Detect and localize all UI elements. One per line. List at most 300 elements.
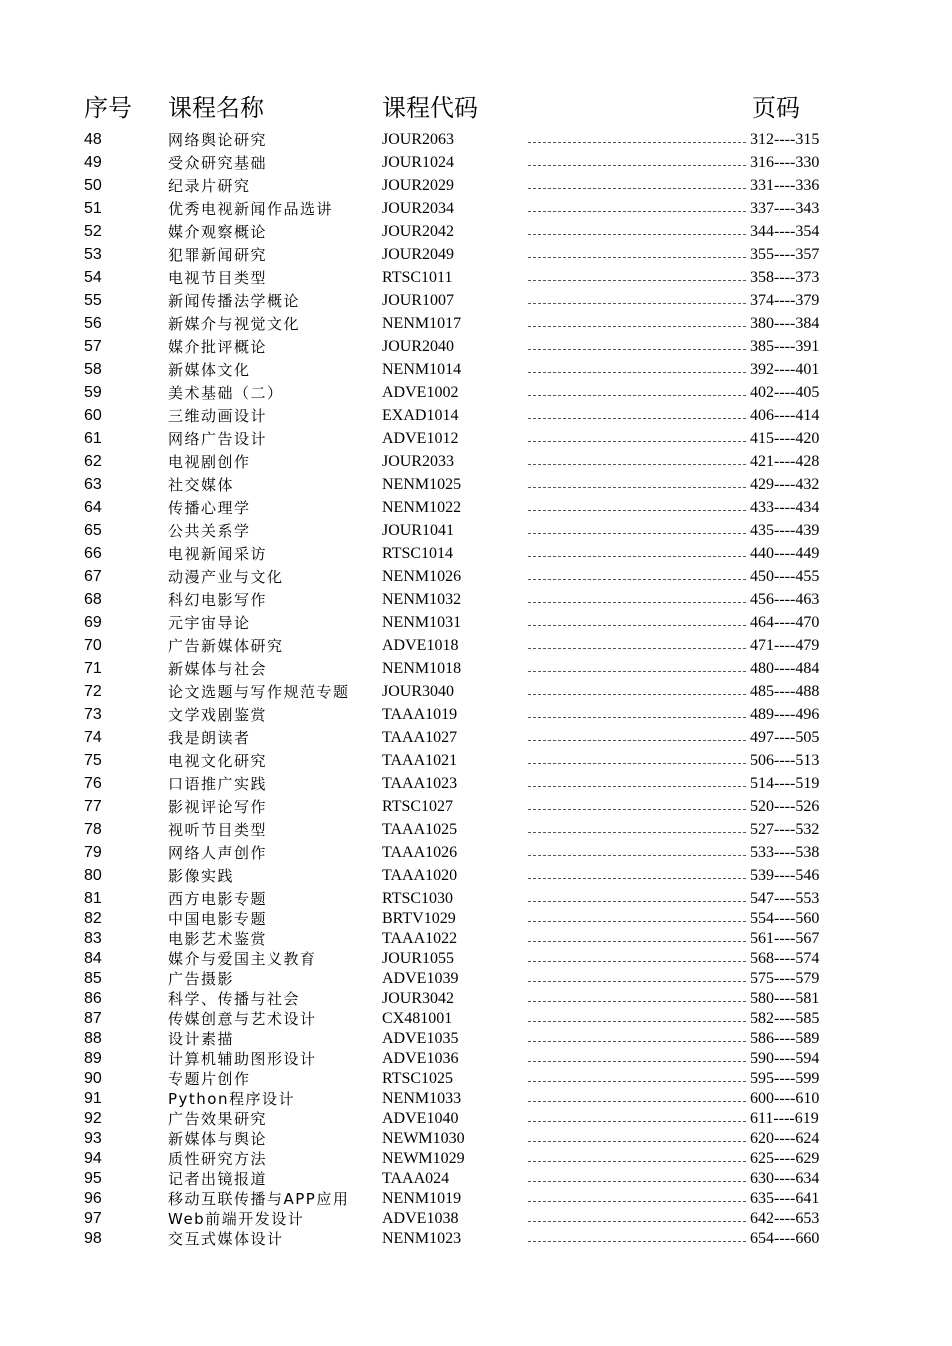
row-number: 66 — [84, 545, 102, 562]
course-code: NENM1032 — [382, 591, 462, 608]
course-code: EXAD1014 — [382, 407, 459, 424]
course-code: TAAA1027 — [382, 729, 458, 746]
course-name: 电视文化研究 — [168, 752, 268, 770]
page-range: 520----526 — [750, 798, 820, 815]
toc-row — [0, 337, 952, 360]
toc-row — [0, 176, 952, 199]
toc-row — [0, 360, 952, 383]
course-name: 科幻电影写作 — [168, 591, 268, 609]
column-header-course-code: 课程代码 — [382, 94, 478, 122]
dot-leader — [528, 989, 746, 1002]
row-number: 67 — [84, 568, 102, 585]
course-code: ADVE1002 — [382, 384, 459, 401]
toc-row — [0, 1029, 952, 1049]
course-name: 广告摄影 — [168, 970, 235, 988]
page-range: 337----343 — [750, 200, 820, 217]
course-name: 科学、传播与社会 — [168, 990, 301, 1008]
course-name: 电视节目类型 — [168, 269, 268, 287]
toc-row — [0, 1189, 952, 1209]
page-range: 450----455 — [750, 568, 820, 585]
course-code: JOUR1024 — [382, 154, 455, 171]
toc-row — [0, 636, 952, 659]
page-range: 506----513 — [750, 752, 820, 769]
course-name: 网络人声创作 — [168, 844, 268, 862]
dot-leader — [528, 130, 746, 143]
toc-row — [0, 1069, 952, 1089]
page-range: 539----546 — [750, 867, 820, 884]
course-code: TAAA1026 — [382, 844, 458, 861]
course-name: 影像实践 — [168, 867, 235, 885]
page-range: 331----336 — [750, 177, 820, 194]
course-name: 广告新媒体研究 — [168, 637, 284, 655]
page-range: 385----391 — [750, 338, 820, 355]
course-name: 三维动画设计 — [168, 407, 268, 425]
course-code: JOUR1055 — [382, 950, 455, 967]
page-range: 440----449 — [750, 545, 820, 562]
toc-row — [0, 866, 952, 889]
page-range: 568----574 — [750, 950, 820, 967]
row-number: 68 — [84, 591, 102, 608]
page-range: 374----379 — [750, 292, 820, 309]
course-name: 计算机辅助图形设计 — [168, 1050, 317, 1068]
toc-row — [0, 153, 952, 176]
page-range: 654----660 — [750, 1230, 820, 1247]
row-number: 95 — [84, 1170, 102, 1187]
row-number: 84 — [84, 950, 102, 967]
toc-row — [0, 613, 952, 636]
row-number: 87 — [84, 1010, 102, 1027]
course-name: 中国电影专题 — [168, 910, 268, 928]
page-range: 312----315 — [750, 131, 820, 148]
dot-leader — [528, 590, 746, 603]
course-name: 媒介批评概论 — [168, 338, 268, 356]
dot-leader — [528, 429, 746, 442]
row-number: 55 — [84, 292, 102, 309]
course-code: JOUR2040 — [382, 338, 455, 355]
toc-row — [0, 475, 952, 498]
toc-row — [0, 452, 952, 475]
dot-leader — [528, 1129, 746, 1142]
row-number: 73 — [84, 706, 102, 723]
page-range: 561----567 — [750, 930, 820, 947]
row-number: 70 — [84, 637, 102, 654]
row-number: 94 — [84, 1150, 102, 1167]
course-code: JOUR1007 — [382, 292, 455, 309]
dot-leader — [528, 866, 746, 879]
dot-leader — [528, 521, 746, 534]
course-code: ADVE1038 — [382, 1210, 459, 1227]
dot-leader — [528, 337, 746, 350]
page-range: 586----589 — [750, 1030, 820, 1047]
course-name: 受众研究基础 — [168, 154, 268, 172]
page-range: 358----373 — [750, 269, 820, 286]
toc-row — [0, 682, 952, 705]
dot-leader — [528, 544, 746, 557]
course-code: JOUR2034 — [382, 200, 455, 217]
course-code: ADVE1039 — [382, 970, 459, 987]
toc-row — [0, 406, 952, 429]
course-name: 记者出镜报道 — [168, 1170, 268, 1188]
dot-leader — [528, 475, 746, 488]
course-code: JOUR2042 — [382, 223, 455, 240]
toc-row — [0, 498, 952, 521]
row-number: 59 — [84, 384, 102, 401]
course-code: CX481001 — [382, 1010, 453, 1027]
page-range: 582----585 — [750, 1010, 820, 1027]
page-range: 635----641 — [750, 1190, 820, 1207]
toc-row — [0, 1149, 952, 1169]
toc-row — [0, 314, 952, 337]
course-name: 西方电影专题 — [168, 890, 268, 908]
course-name: 我是朗读者 — [168, 729, 251, 747]
row-number: 92 — [84, 1110, 102, 1127]
course-code: RTSC1025 — [382, 1070, 454, 1087]
course-name: 文学戏剧鉴赏 — [168, 706, 268, 724]
row-number: 86 — [84, 990, 102, 1007]
course-code: JOUR2033 — [382, 453, 455, 470]
row-number: 57 — [84, 338, 102, 355]
row-number: 51 — [84, 200, 102, 217]
page-range: 456----463 — [750, 591, 820, 608]
course-code: NENM1017 — [382, 315, 462, 332]
page-range: 611----619 — [750, 1110, 819, 1127]
course-code: TAAA1025 — [382, 821, 458, 838]
page-range: 489----496 — [750, 706, 820, 723]
toc-row — [0, 820, 952, 843]
course-name: 传媒创意与艺术设计 — [168, 1010, 317, 1028]
row-number: 89 — [84, 1050, 102, 1067]
course-code: RTSC1014 — [382, 545, 454, 562]
toc-row — [0, 1049, 952, 1069]
toc-row — [0, 1109, 952, 1129]
course-name: Python程序设计 — [168, 1090, 295, 1108]
dot-leader — [528, 820, 746, 833]
course-name: 网络广告设计 — [168, 430, 268, 448]
page-range: 402----405 — [750, 384, 820, 401]
page-range: 406----414 — [750, 407, 820, 424]
dot-leader — [528, 889, 746, 902]
course-name: 交互式媒体设计 — [168, 1230, 284, 1248]
course-code: ADVE1036 — [382, 1050, 459, 1067]
course-name: 质性研究方法 — [168, 1150, 268, 1168]
row-number: 72 — [84, 683, 102, 700]
toc-row — [0, 222, 952, 245]
course-name: 电影艺术鉴赏 — [168, 930, 268, 948]
dot-leader — [528, 1009, 746, 1022]
course-code: JOUR3040 — [382, 683, 455, 700]
course-code: NENM1033 — [382, 1090, 462, 1107]
page-range: 630----634 — [750, 1170, 820, 1187]
course-name: 美术基础（二） — [168, 384, 284, 402]
course-name: 视听节目类型 — [168, 821, 268, 839]
course-name: 新媒体文化 — [168, 361, 251, 379]
page-range: 527----532 — [750, 821, 820, 838]
toc-row — [0, 590, 952, 613]
toc-row — [0, 705, 952, 728]
row-number: 88 — [84, 1030, 102, 1047]
row-number: 77 — [84, 798, 102, 815]
row-number: 83 — [84, 930, 102, 947]
dot-leader — [528, 452, 746, 465]
course-code: TAAA1023 — [382, 775, 458, 792]
page-range: 421----428 — [750, 453, 820, 470]
toc-row — [0, 989, 952, 1009]
row-number: 76 — [84, 775, 102, 792]
course-name: 传播心理学 — [168, 499, 251, 517]
toc-row — [0, 544, 952, 567]
page-range: 595----599 — [750, 1070, 820, 1087]
page-range: 580----581 — [750, 990, 820, 1007]
course-name: 新媒体与社会 — [168, 660, 268, 678]
course-code: TAAA1021 — [382, 752, 458, 769]
row-number: 81 — [84, 890, 102, 907]
dot-leader — [528, 797, 746, 810]
course-name: 社交媒体 — [168, 476, 235, 494]
row-number: 60 — [84, 407, 102, 424]
dot-leader — [528, 1109, 746, 1122]
course-code: TAAA1019 — [382, 706, 458, 723]
dot-leader — [528, 774, 746, 787]
page-range: 316----330 — [750, 154, 820, 171]
toc-row — [0, 949, 952, 969]
dot-leader — [528, 728, 746, 741]
page-range: 464----470 — [750, 614, 820, 631]
toc-row — [0, 521, 952, 544]
dot-leader — [528, 1149, 746, 1162]
course-name: 新媒介与视觉文化 — [168, 315, 301, 333]
toc-row — [0, 728, 952, 751]
course-name: 优秀电视新闻作品选讲 — [168, 200, 334, 218]
dot-leader — [528, 314, 746, 327]
toc-row — [0, 659, 952, 682]
page-range: 620----624 — [750, 1130, 820, 1147]
page-range: 497----505 — [750, 729, 820, 746]
dot-leader — [528, 969, 746, 982]
toc-row — [0, 199, 952, 222]
course-code: JOUR2049 — [382, 246, 455, 263]
toc-row — [0, 1129, 952, 1149]
dot-leader — [528, 245, 746, 258]
course-name: 元宇宙导论 — [168, 614, 251, 632]
row-number: 74 — [84, 729, 102, 746]
row-number: 79 — [84, 844, 102, 861]
course-name: 电视剧创作 — [168, 453, 251, 471]
course-code: TAAA024 — [382, 1170, 450, 1187]
row-number: 96 — [84, 1190, 102, 1207]
dot-leader — [528, 909, 746, 922]
course-code: NEWM1030 — [382, 1130, 465, 1147]
row-number: 85 — [84, 970, 102, 987]
row-number: 98 — [84, 1230, 102, 1247]
dot-leader — [528, 406, 746, 419]
dot-leader — [528, 360, 746, 373]
row-number: 56 — [84, 315, 102, 332]
page-range: 471----479 — [750, 637, 820, 654]
row-number: 61 — [84, 430, 102, 447]
toc-row — [0, 969, 952, 989]
toc-row — [0, 797, 952, 820]
course-name: 犯罪新闻研究 — [168, 246, 268, 264]
toc-row — [0, 245, 952, 268]
row-number: 54 — [84, 269, 102, 286]
dot-leader — [528, 1049, 746, 1062]
course-name: 纪录片研究 — [168, 177, 251, 195]
column-header-number: 序号 — [84, 94, 132, 122]
dot-leader — [528, 383, 746, 396]
course-name: 专题片创作 — [168, 1070, 251, 1088]
course-code: TAAA1022 — [382, 930, 458, 947]
course-name: 广告效果研究 — [168, 1110, 268, 1128]
course-code: TAAA1020 — [382, 867, 458, 884]
dot-leader — [528, 1229, 746, 1242]
toc-row — [0, 268, 952, 291]
course-name: 论文选题与写作规范专题 — [168, 683, 350, 701]
dot-leader — [528, 498, 746, 511]
course-name: 移动互联传播与APP应用 — [168, 1190, 350, 1208]
course-code: NENM1019 — [382, 1190, 462, 1207]
toc-row — [0, 929, 952, 949]
course-code: NENM1022 — [382, 499, 462, 516]
course-name: 设计素描 — [168, 1030, 235, 1048]
page-range: 514----519 — [750, 775, 820, 792]
course-name: Web前端开发设计 — [168, 1210, 305, 1228]
page-range: 575----579 — [750, 970, 820, 987]
dot-leader — [528, 636, 746, 649]
page-range: 355----357 — [750, 246, 820, 263]
page-range: 433----434 — [750, 499, 820, 516]
toc-row — [0, 429, 952, 452]
page-range: 429----432 — [750, 476, 820, 493]
row-number: 48 — [84, 131, 102, 148]
dot-leader — [528, 222, 746, 235]
course-name: 媒介与爱国主义教育 — [168, 950, 317, 968]
page-range: 485----488 — [750, 683, 820, 700]
dot-leader — [528, 567, 746, 580]
page-range: 415----420 — [750, 430, 820, 447]
dot-leader — [528, 1089, 746, 1102]
course-code: NENM1025 — [382, 476, 462, 493]
course-code: NEWM1029 — [382, 1150, 465, 1167]
page-range: 625----629 — [750, 1150, 820, 1167]
course-code: NENM1026 — [382, 568, 462, 585]
course-code: ADVE1040 — [382, 1110, 459, 1127]
dot-leader — [528, 1029, 746, 1042]
toc-row — [0, 774, 952, 797]
dot-leader — [528, 291, 746, 304]
row-number: 82 — [84, 910, 102, 927]
page-range: 480----484 — [750, 660, 820, 677]
row-number: 75 — [84, 752, 102, 769]
dot-leader — [528, 1169, 746, 1182]
page-range: 380----384 — [750, 315, 820, 332]
toc-row — [0, 130, 952, 153]
row-number: 78 — [84, 821, 102, 838]
course-name: 影视评论写作 — [168, 798, 268, 816]
page-range: 435----439 — [750, 522, 820, 539]
page-range: 590----594 — [750, 1050, 820, 1067]
dot-leader — [528, 613, 746, 626]
row-number: 65 — [84, 522, 102, 539]
toc-row — [0, 291, 952, 314]
course-name: 媒介观察概论 — [168, 223, 268, 241]
course-code: BRTV1029 — [382, 910, 456, 927]
page-range: 600----610 — [750, 1090, 820, 1107]
course-code: RTSC1011 — [382, 269, 453, 286]
course-code: JOUR1041 — [382, 522, 455, 539]
row-number: 52 — [84, 223, 102, 240]
dot-leader — [528, 199, 746, 212]
toc-row — [0, 567, 952, 590]
dot-leader — [528, 1189, 746, 1202]
row-number: 69 — [84, 614, 102, 631]
course-code: ADVE1018 — [382, 637, 459, 654]
row-number: 62 — [84, 453, 102, 470]
page-range: 344----354 — [750, 223, 820, 240]
course-code: ADVE1012 — [382, 430, 459, 447]
dot-leader — [528, 843, 746, 856]
toc-list — [0, 130, 952, 1249]
page-range: 547----553 — [750, 890, 820, 907]
dot-leader — [528, 659, 746, 672]
row-number: 58 — [84, 361, 102, 378]
toc-header — [0, 91, 952, 125]
dot-leader — [528, 176, 746, 189]
course-code: RTSC1030 — [382, 890, 454, 907]
toc-row — [0, 1229, 952, 1249]
course-code: NENM1023 — [382, 1230, 462, 1247]
row-number: 64 — [84, 499, 102, 516]
page-range: 554----560 — [750, 910, 820, 927]
course-code: NENM1031 — [382, 614, 462, 631]
page-range: 533----538 — [750, 844, 820, 861]
row-number: 97 — [84, 1210, 102, 1227]
course-code: NENM1014 — [382, 361, 462, 378]
row-number: 50 — [84, 177, 102, 194]
row-number: 63 — [84, 476, 102, 493]
toc-row — [0, 1089, 952, 1109]
column-header-page: 页码 — [752, 94, 800, 122]
dot-leader — [528, 751, 746, 764]
course-code: RTSC1027 — [382, 798, 454, 815]
toc-row — [0, 843, 952, 866]
course-name: 公共关系学 — [168, 522, 251, 540]
course-name: 口语推广实践 — [168, 775, 268, 793]
course-code: JOUR3042 — [382, 990, 455, 1007]
row-number: 91 — [84, 1090, 102, 1107]
course-name: 网络舆论研究 — [168, 131, 268, 149]
dot-leader — [528, 929, 746, 942]
dot-leader — [528, 949, 746, 962]
dot-leader — [528, 682, 746, 695]
row-number: 49 — [84, 154, 102, 171]
course-name: 电视新闻采访 — [168, 545, 268, 563]
course-code: JOUR2063 — [382, 131, 455, 148]
course-code: JOUR2029 — [382, 177, 455, 194]
toc-row — [0, 909, 952, 929]
toc-row — [0, 889, 952, 909]
course-name: 动漫产业与文化 — [168, 568, 284, 586]
column-header-course-name: 课程名称 — [168, 94, 264, 122]
dot-leader — [528, 153, 746, 166]
row-number: 93 — [84, 1130, 102, 1147]
dot-leader — [528, 1069, 746, 1082]
course-name: 新媒体与舆论 — [168, 1130, 268, 1148]
row-number: 53 — [84, 246, 102, 263]
course-name: 新闻传播法学概论 — [168, 292, 301, 310]
page-range: 642----653 — [750, 1210, 820, 1227]
row-number: 71 — [84, 660, 102, 677]
page-range: 392----401 — [750, 361, 820, 378]
